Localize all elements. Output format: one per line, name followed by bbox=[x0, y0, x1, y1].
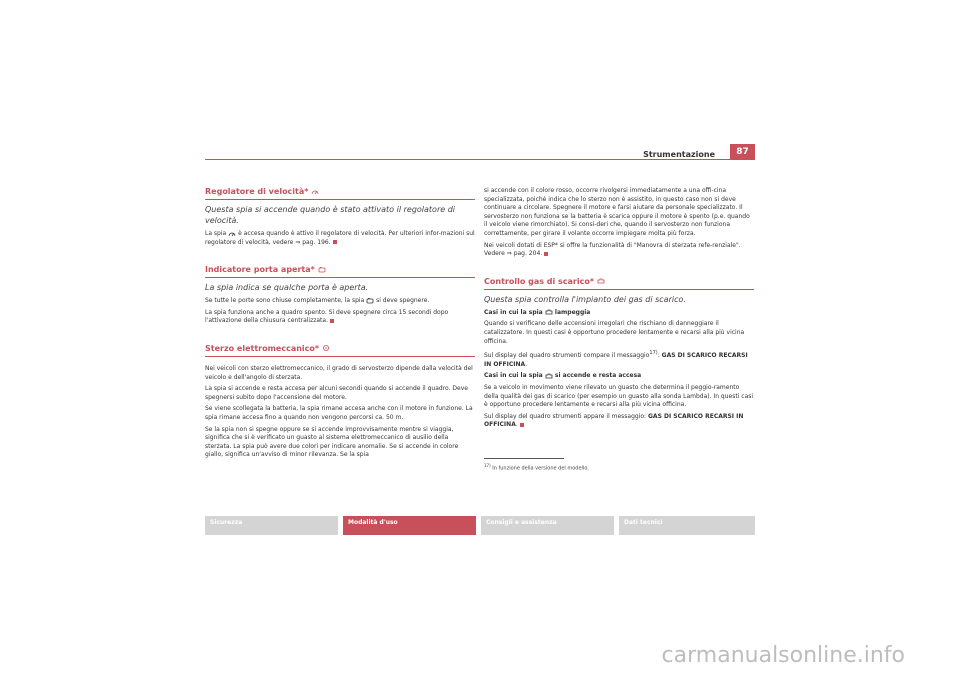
footer-tab-sicurezza[interactable]: Sicurezza bbox=[205, 516, 338, 535]
steering-icon bbox=[322, 345, 330, 351]
paragraph: Sul display del quadro strumenti compare il messaggio$^{17)}$: GAS DI SCARICO RECARSI IN OFFICINA. bbox=[484, 350, 748, 368]
paragraph: La spia funziona anche a quadro spento. Si deve spegnere circa 15 secondi dopo l'attivazione della chiusura centralizzata. bbox=[205, 308, 449, 325]
footnote-ref: 17) bbox=[649, 350, 658, 357]
section-subtitle-cruise: Questa spia si accende quando è stato attivato il regolatore di velocità. bbox=[205, 205, 455, 225]
engine-check-icon bbox=[597, 278, 605, 284]
cruise-control-icon bbox=[228, 231, 236, 237]
engine-check-icon bbox=[545, 309, 553, 315]
door-open-icon bbox=[366, 298, 374, 304]
right-column bbox=[484, 187, 754, 473]
watermark: carmanualsonline.info bbox=[661, 643, 905, 668]
sub-heading: Casi in cui la spia si accende e resta accesa bbox=[484, 372, 642, 380]
paragraph: La spia è accesa quando è attivo il regolatore di velocità. Per ulteriori infor-mazioni sul regolatore di velocità, vedere ⇒ pag. 196. bbox=[205, 230, 475, 246]
paragraph: Nei veicoli con sterzo elettromeccanico, il grado di servosterzo dipende dalla velocità del veicolo e dell'angolo di sterzata. bbox=[205, 364, 473, 381]
sub-heading: Casi in cui la spia lampeggia bbox=[484, 308, 591, 316]
page-title: Strumentazione bbox=[643, 150, 715, 159]
section-end-mark bbox=[520, 423, 524, 427]
section-title-door: Indicatore porta aperta* bbox=[205, 265, 475, 278]
page-number: 87 bbox=[730, 144, 755, 160]
paragraph: Se tutte le porte sono chiuse completamente, la spia si deve spegnere. bbox=[205, 297, 430, 305]
section-title-cruise: Regolatore di velocità* bbox=[205, 187, 475, 200]
header-rule bbox=[205, 159, 755, 160]
paragraph: Nei veicoli dotati di ESP* si offre la funzionalità di "Manovra di sterzata refe-renziale". Vedere ⇒ pag. 204. bbox=[484, 241, 741, 258]
section-end-mark bbox=[333, 240, 337, 244]
footnote-rule bbox=[484, 458, 564, 459]
paragraph: si accende con il colore rosso, occorre rivolgersi immediatamente a una offi-cina specializzata, poiché indica che lo sterzo non è assistito, in questo caso non si deve continuare a circolare. Spegnere il motore e farsi aiutare da personale specializzato. Il servosterzo non funziona se la batteria è scarica oppure il motore è spento (p.e. quando il veicolo viene rimorchiato). Si consi-deri che, quando il servosterzo non funziona correttamente, per girare il volante occorre impiegare molta più forza. bbox=[484, 187, 750, 237]
paragraph: La spia si accende e resta accesa per alcuni secondi quando si accende il quadro. Deve spegnersi subito dopo l'accensione del motore. bbox=[205, 385, 468, 401]
section-title-steering: Sterzo elettromeccanico* bbox=[205, 344, 475, 357]
section-subtitle-exhaust: Questa spia controlla l'impianto dei gas di scarico. bbox=[484, 294, 686, 304]
footer-tab-consigli-assistenza[interactable]: Consigli e assistenza bbox=[481, 516, 614, 535]
cruise-control-icon bbox=[311, 189, 319, 195]
section-subtitle-door: La spia indica se qualche porta è aperta. bbox=[205, 283, 369, 293]
paragraph: Se a veicolo in movimento viene rilevato un guasto che determina il peggio-ramento della qualità dei gas di scarico (per esempio un guasto alla sonda Lambda). In questi casi è opportuno procedere lentamente e recarsi alla più vicina officina. bbox=[484, 383, 754, 409]
paragraph: Se la spia non si spegne oppure se si accende improvvisamente mentre si viaggia, significa che si è verificato un guasto al sistema elettromeccanico di ausilio della sterzata. La spia può avere due colori per indicare anomalie. Se si accende in colore giallo, significa un'avviso di minor rilevanza. Se la spia bbox=[205, 425, 459, 459]
paragraph: Sul display del quadro strumenti appare il messaggio: GAS DI SCARICO RECARSI IN OFFICINA. bbox=[484, 412, 744, 429]
footer-tab-modalita-uso[interactable]: Modalità d'uso bbox=[343, 516, 476, 535]
paragraph: Se viene scollegata la batteria, la spia rimane accesa anche con il motore in funzione. La spia rimane accesa fino a quando non vengono percorsi ca. 50 m. bbox=[205, 405, 473, 421]
engine-check-icon bbox=[545, 373, 553, 379]
paragraph: Quando si verificano delle accensioni irregolari che rischiano di danneggiare il catalizzatore. In questi casi è opportuno procedere lentamente e recarsi alla più vicina officina. bbox=[484, 320, 745, 345]
footnote: $^{17)}$ In funzione della versione del modello. bbox=[484, 462, 589, 472]
left-column bbox=[205, 187, 475, 463]
door-open-icon bbox=[318, 267, 326, 273]
section-end-mark bbox=[544, 252, 548, 256]
footer-tab-dati-tecnici[interactable]: Dati tecnici bbox=[619, 516, 755, 535]
section-title-exhaust: Controllo gas di scarico* bbox=[484, 277, 754, 290]
section-end-mark bbox=[330, 319, 334, 323]
